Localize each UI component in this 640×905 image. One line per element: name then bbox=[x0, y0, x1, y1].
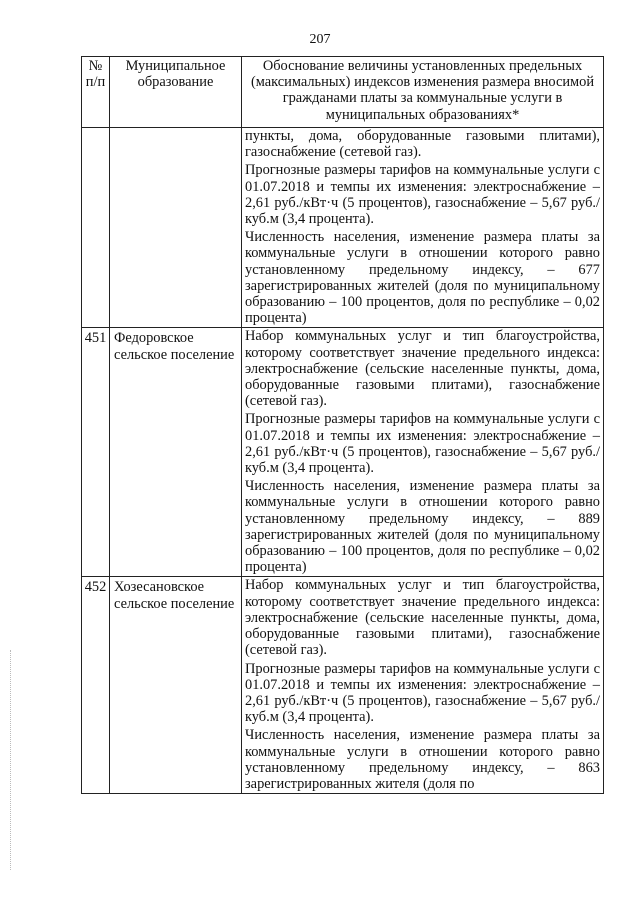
justification-paragraph: пункты, дома, оборудованные газовыми плитами), газоснабжение (сетевой газ). bbox=[245, 128, 600, 161]
margin-scan-artifact bbox=[10, 650, 11, 870]
row-number: 451 bbox=[82, 328, 110, 577]
header-justification: Обоснование величины установленных предельных (максимальных) индексов изменения размера вносимой гражданами платы за коммунальные услуги в муниципальных образованиях* bbox=[242, 57, 604, 128]
justification-paragraph: Численность населения, изменение размера платы за коммунальные услуги в отношении которого равно установленному предельному индексу, – 863 зарегистрированных жителя (доля по bbox=[245, 727, 600, 792]
justification-paragraph: Прогнозные размеры тарифов на коммунальные услуги с 01.07.2018 и темпы их изменения: электроснабжение – 2,61 руб./кВт·ч (5 процентов), газоснабжение – 5,67 руб./куб.м (3,4 процента). bbox=[245, 660, 600, 726]
row-number bbox=[82, 128, 110, 328]
row-justification bbox=[242, 577, 604, 794]
table-row bbox=[82, 577, 604, 794]
header-number: № п/п bbox=[82, 57, 110, 128]
justification-paragraph: Набор коммунальных услуг и тип благоустройства, которому соответствует значение предельного индекса: электроснабжение (сельские населенные пункты, дома, оборудованные газовыми плитами), газоснабжение (сетевой газ). bbox=[245, 328, 600, 410]
table-header-row bbox=[82, 57, 604, 128]
table-row bbox=[82, 128, 604, 328]
row-municipality bbox=[110, 128, 242, 328]
row-justification bbox=[242, 328, 604, 577]
justification-paragraph: Прогнозные размеры тарифов на коммунальные услуги с 01.07.2018 и темпы их изменения: электроснабжение – 2,61 руб./кВт·ч (5 процентов), газоснабжение – 5,67 руб./куб.м (3,4 процента). bbox=[245, 162, 600, 228]
row-municipality: Хозесановское сельское поселение bbox=[110, 577, 242, 794]
row-number: 452 bbox=[82, 577, 110, 794]
tariff-index-table bbox=[81, 56, 604, 794]
justification-paragraph: Набор коммунальных услуг и тип благоустройства, которому соответствует значение предельного индекса: электроснабжение (сельские населенные пункты, дома, оборудованные газовыми плитами), газоснабжение (сетевой газ). bbox=[245, 577, 600, 659]
page-number: 207 bbox=[309, 32, 331, 47]
row-justification bbox=[242, 128, 604, 328]
justification-paragraph: Прогнозные размеры тарифов на коммунальные услуги с 01.07.2018 и темпы их изменения: электроснабжение – 2,61 руб./кВт·ч (5 процентов), газоснабжение – 5,67 руб./куб.м (3,4 процента). bbox=[245, 411, 600, 477]
header-municipality: Муниципальное образование bbox=[110, 57, 242, 128]
justification-paragraph: Численность населения, изменение размера платы за коммунальные услуги в отношении которого равно установленному предельному индексу, – 677 зарегистрированных жителей (доля по муниципальному образованию – 100 процентов, доля по республике – 0,02 процента) bbox=[245, 229, 600, 327]
justification-paragraph: Численность населения, изменение размера платы за коммунальные услуги в отношении которого равно установленному предельному индексу, – 889 зарегистрированных жителей (доля по муниципальному образованию – 100 процентов, доля по республике – 0,02 процента) bbox=[245, 478, 600, 576]
table-row bbox=[82, 328, 604, 577]
row-municipality: Федоровское сельское поселение bbox=[110, 328, 242, 577]
